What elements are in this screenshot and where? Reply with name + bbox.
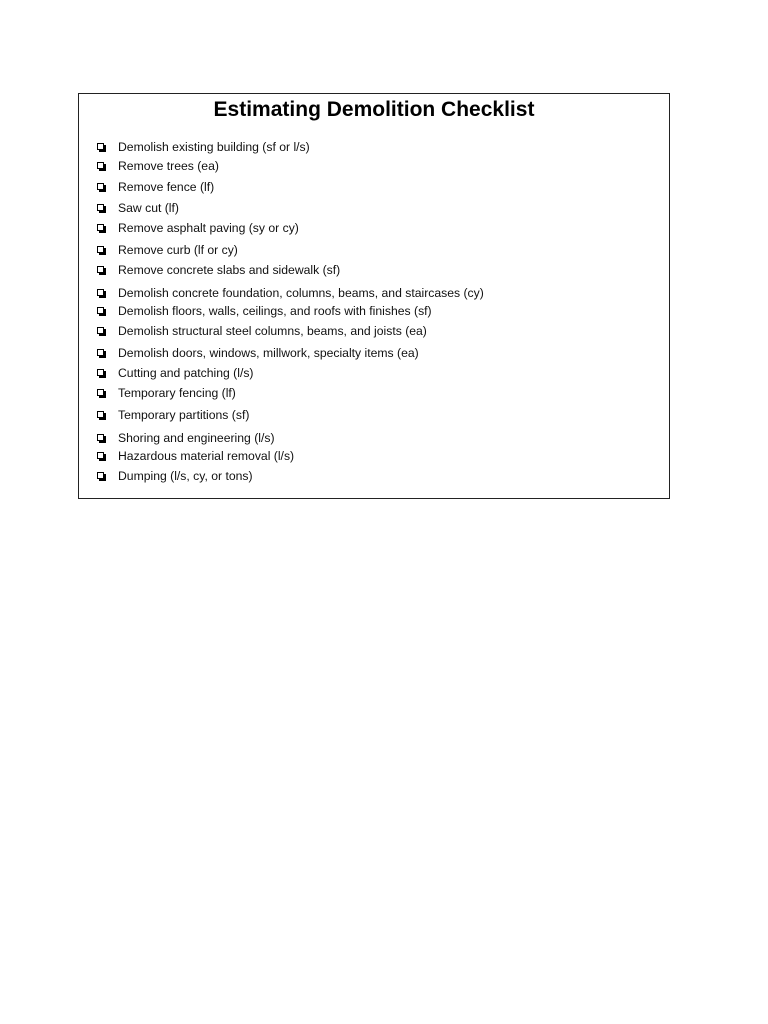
checklist-item-label: Demolish existing building (sf or l/s) [118,140,310,154]
checkbox-icon [97,307,105,315]
checklist-item-label: Hazardous material removal (l/s) [118,449,295,463]
checklist-item-label: Saw cut (lf) [118,201,179,215]
checklist-item [97,285,484,301]
checklist-item [97,242,238,258]
checklist-item [97,200,179,216]
checklist-item-label: Remove trees (ea) [118,159,219,173]
checklist-item [97,220,299,236]
checklist-item-label: Temporary partitions (sf) [118,408,250,422]
checklist-item [97,365,254,381]
checklist-item [97,468,253,484]
checklist-item [97,323,427,339]
checklist-item-label: Cutting and patching (l/s) [118,366,254,380]
checklist-item-label: Remove asphalt paving (sy or cy) [118,221,299,235]
checkbox-icon [97,246,105,254]
checklist-item [97,139,310,155]
checkbox-icon [97,389,105,397]
checkbox-icon [97,289,105,297]
checklist-item [97,303,432,319]
checklist-item [97,385,236,401]
checkbox-icon [97,143,105,151]
checklist-item-label: Demolish doors, windows, millwork, specialty items (ea) [118,346,419,360]
checkbox-icon [97,369,105,377]
checklist-item-label: Temporary fencing (lf) [118,386,236,400]
checkbox-icon [97,162,105,170]
checkbox-icon [97,224,105,232]
checklist-item [97,345,419,361]
checkbox-icon [97,266,105,274]
checklist-item-label: Remove curb (lf or cy) [118,243,238,257]
checkbox-icon [97,434,105,442]
checklist-item-label: Shoring and engineering (l/s) [118,431,275,445]
checklist-item [97,448,294,464]
checklist-item [97,179,214,195]
checkbox-icon [97,472,105,480]
checkbox-icon [97,452,105,460]
checkbox-icon [97,411,105,419]
checklist-item-label: Dumping (l/s, cy, or tons) [118,469,253,483]
checklist-item [97,158,219,174]
checklist-title: Estimating Demolition Checklist [213,98,535,121]
checkbox-icon [97,349,105,357]
checklist-item-label: Remove fence (lf) [118,180,215,194]
checkbox-icon [97,204,105,212]
checkbox-icon [97,183,105,191]
checkbox-icon [97,327,105,335]
checklist-item-label: Remove concrete slabs and sidewalk (sf) [118,263,341,277]
checklist-item [97,407,249,423]
checklist-box [78,93,670,499]
checklist-item-label: Demolish structural steel columns, beams, and joists (ea) [118,324,427,338]
checklist-item [97,262,340,278]
checklist-item-label: Demolish floors, walls, ceilings, and roofs with finishes (sf) [118,304,432,318]
checklist-item [97,430,275,446]
checklist-item-label: Demolish concrete foundation, columns, beams, and staircases (cy) [118,286,484,300]
